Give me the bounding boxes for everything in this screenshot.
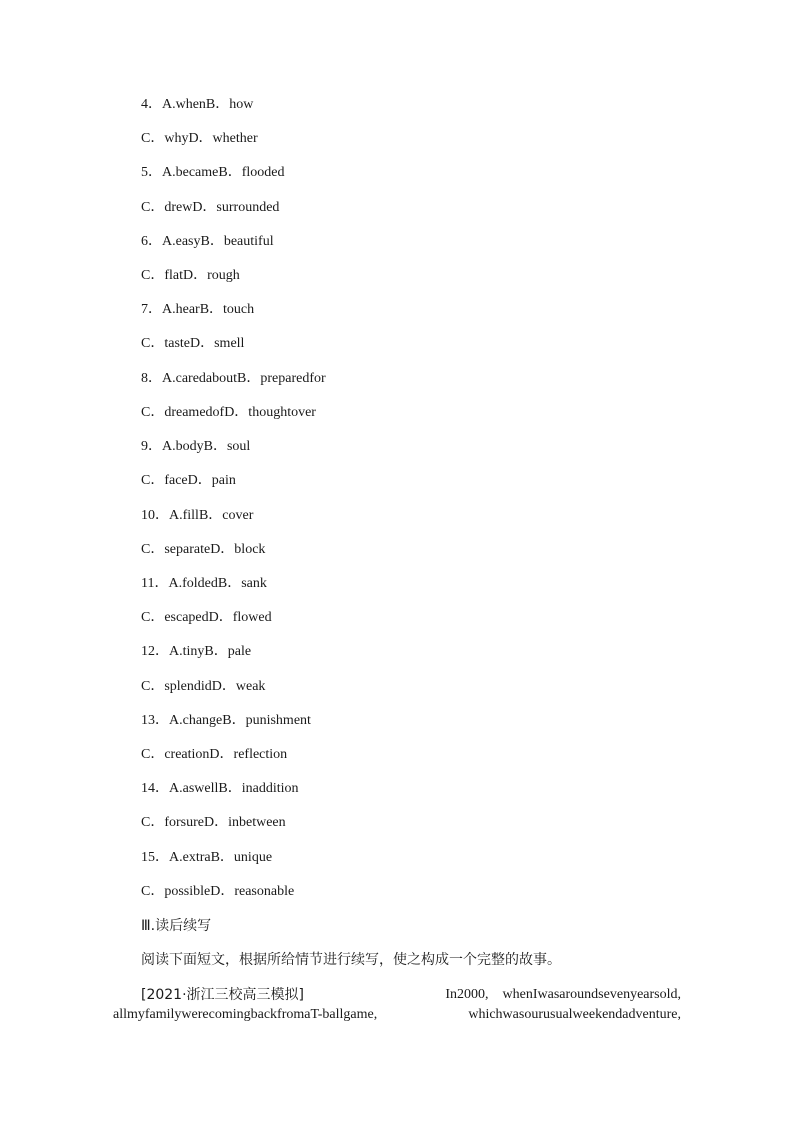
option-line: 4．A.whenB．how xyxy=(141,97,254,112)
option-line: C．dreamedofD．thoughtover xyxy=(141,405,316,420)
instruction-text: 阅读下面短文，根据所给情节进行续写，使之构成一个完整的故事。 xyxy=(141,952,561,968)
option-line: 8．A.caredaboutB．preparedfor xyxy=(141,371,326,386)
passage-text: whichwasourusualweekendadventure, xyxy=(468,1007,681,1022)
option-line: 5．A.becameB．flooded xyxy=(141,165,285,180)
option-line: C．tasteD．smell xyxy=(141,336,245,351)
passage-text: In2000, whenIwasaroundsevenyearsold, xyxy=(445,987,681,1002)
passage-text: allmyfamilywerecomingbackfromaT-ballgame, xyxy=(113,1007,378,1022)
option-line: C．whyD．whether xyxy=(141,131,258,146)
option-line: 14．A.aswellB．inaddition xyxy=(141,781,299,796)
option-line: C．creationD．reflection xyxy=(141,747,288,762)
option-line: 6．A.easyB．beautiful xyxy=(141,234,274,249)
option-line: C．possibleD．reasonable xyxy=(141,884,295,899)
option-line: C．separateD．block xyxy=(141,542,266,557)
option-line: 7．A.hearB．touch xyxy=(141,302,255,317)
passage-source: [2021·浙江三校高三模拟] xyxy=(141,987,305,1003)
option-line: 15．A.extraB．unique xyxy=(141,850,273,865)
option-line: C．faceD．pain xyxy=(141,473,236,488)
option-line: C．drewD．surrounded xyxy=(141,200,280,215)
option-line: 9．A.bodyB．soul xyxy=(141,439,251,454)
option-line: 11．A.foldedB．sank xyxy=(141,576,267,591)
option-line: C．splendidD．weak xyxy=(141,679,266,694)
option-line: 12．A.tinyB．pale xyxy=(141,644,252,659)
option-line: 13．A.changeB．punishment xyxy=(141,713,311,728)
option-line: C．forsureD．inbetween xyxy=(141,815,286,830)
option-line: C．escapedD．flowed xyxy=(141,610,272,625)
option-line: 10．A.fillB．cover xyxy=(141,508,254,523)
passage-line-2 xyxy=(113,1007,681,1023)
passage-line-1 xyxy=(141,987,681,1003)
section-heading: Ⅲ.读后续写 xyxy=(141,918,212,934)
option-line: C．flatD．rough xyxy=(141,268,240,283)
